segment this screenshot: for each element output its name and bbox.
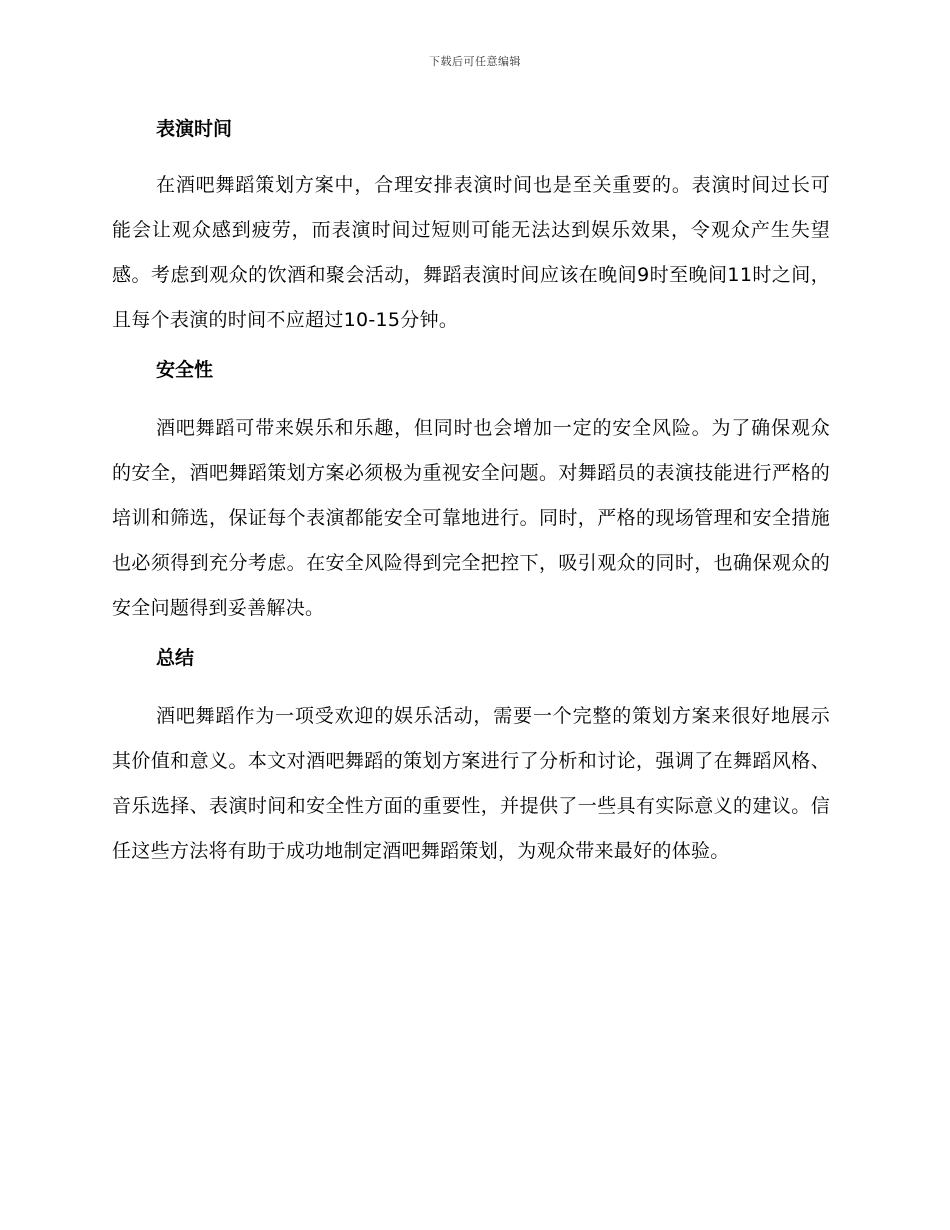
section-heading-performance-time: 表演时间 <box>156 118 233 140</box>
page-header: 下载后可任意编辑 <box>429 55 521 68</box>
document-body <box>112 111 830 874</box>
paragraph-safety: 酒吧舞蹈可带来娱乐和乐趣，但同时也会增加一定的安全风险。为了确保观众的安全，酒吧舞蹈策划方案必须极为重视安全问题。对舞蹈员的表演技能进行严格的培训和筛选，保证每个表演都能安全可靠地进行。同时，严格的现场管理和安全措施也必须得到充分考虑。在安全风险得到完全把控下，吸引观众的同时，也确保观众的安全问题得到妥善解决。 <box>112 417 830 619</box>
section-heading-summary: 总结 <box>156 647 195 669</box>
section-heading-safety: 安全性 <box>156 359 214 381</box>
paragraph-performance-time: 在酒吧舞蹈策划方案中，合理安排表演时间也是至关重要的。表演时间过长可能会让观众感到疲劳，而表演时间过短则可能无法达到娱乐效果，令观众产生失望感。考虑到观众的饮酒和聚会活动，舞蹈表演时间应该在晚间9时至晚间11时之间，且每个表演的时间不应超过10-15分钟。 <box>112 174 830 331</box>
paragraph-summary: 酒吧舞蹈作为一项受欢迎的娱乐活动，需要一个完整的策划方案来很好地展示其价值和意义。本文对酒吧舞蹈的策划方案进行了分析和讨论，强调了在舞蹈风格、音乐选择、表演时间和安全性方面的重要性，并提供了一些具有实际意义的建议。信任这些方法将有助于成功地制定酒吧舞蹈策划，为观众带来最好的体验。 <box>112 705 830 862</box>
